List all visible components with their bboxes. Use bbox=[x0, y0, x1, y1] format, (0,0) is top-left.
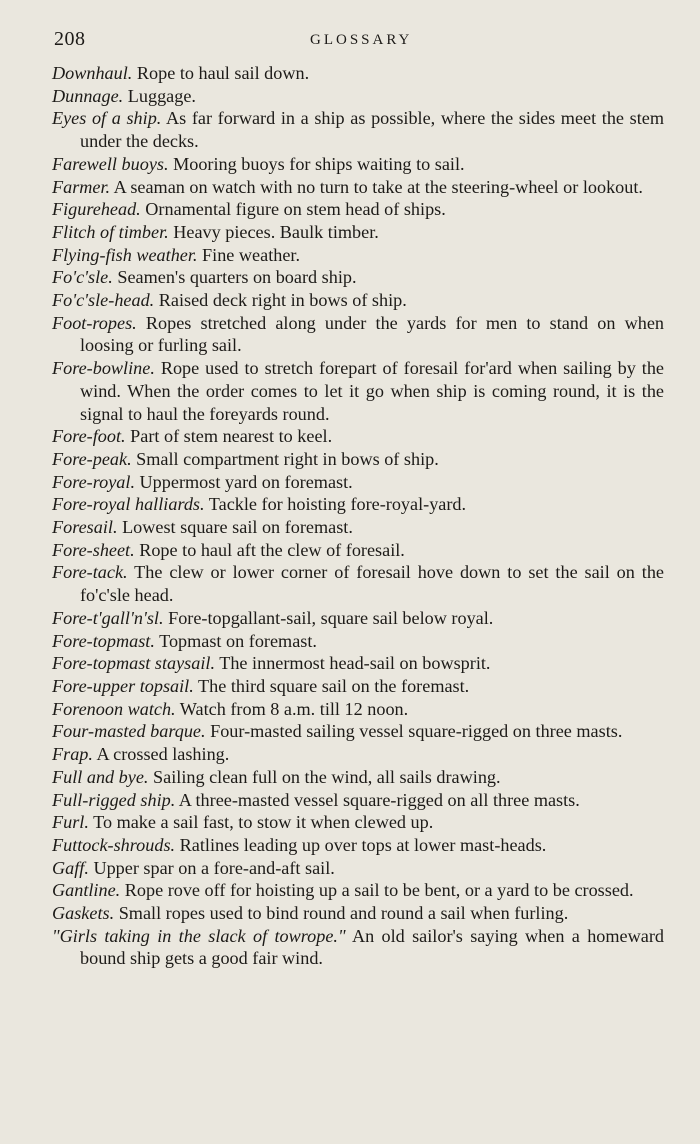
glossary-definition: Small compartment right in bows of ship. bbox=[131, 448, 439, 469]
glossary-definition: A seaman on watch with no turn to take at the steering-wheel or lookout. bbox=[110, 176, 643, 197]
glossary-term: Fore-sheet. bbox=[52, 539, 135, 560]
glossary-entry bbox=[52, 153, 664, 176]
glossary-definition: A three-masted vessel square-rigged on all three masts. bbox=[175, 789, 580, 810]
glossary-definition: Raised deck right in bows of ship. bbox=[154, 290, 407, 311]
glossary-definition: The third square sail on the foremast. bbox=[193, 675, 470, 696]
glossary-entry bbox=[52, 925, 664, 970]
glossary-entry bbox=[52, 221, 664, 244]
glossary-entry bbox=[52, 425, 664, 448]
glossary-entry bbox=[52, 789, 664, 812]
glossary-term: Fore-foot. bbox=[52, 426, 126, 447]
glossary-definition: Rope to haul sail down. bbox=[132, 63, 310, 83]
glossary-definition: Sailing clean full on the wind, all sails drawing. bbox=[148, 766, 501, 787]
glossary-entry bbox=[52, 811, 664, 834]
glossary-definition: Seamen's quarters on board ship. bbox=[112, 267, 357, 288]
glossary-entries bbox=[52, 62, 664, 970]
glossary-definition: To make a sail fast, to stow it when clewed up. bbox=[88, 812, 434, 833]
glossary-definition: Fore-topgallant-sail, square sail below royal. bbox=[163, 607, 494, 628]
glossary-term: Figurehead. bbox=[52, 199, 141, 220]
glossary-term: Fore-topmast. bbox=[52, 630, 155, 651]
glossary-term: Furl. bbox=[52, 812, 89, 833]
glossary-entry bbox=[52, 448, 664, 471]
glossary-term: Farewell buoys. bbox=[52, 153, 169, 174]
glossary-definition: Fine weather. bbox=[197, 244, 301, 265]
glossary-term: Foresail. bbox=[52, 517, 118, 538]
glossary-entry bbox=[52, 539, 664, 562]
glossary-entry bbox=[52, 289, 664, 312]
glossary-term: Forenoon watch. bbox=[52, 698, 176, 719]
page-header bbox=[52, 24, 664, 54]
glossary-term: Fore-bowline. bbox=[52, 358, 155, 379]
glossary-term: Fore-topmast staysail. bbox=[52, 653, 216, 674]
glossary-term: Fore-upper topsail. bbox=[52, 675, 194, 696]
glossary-entry bbox=[52, 652, 664, 675]
glossary-term: Foot-ropes. bbox=[52, 312, 137, 333]
glossary-definition: Luggage. bbox=[123, 85, 196, 106]
glossary-entry bbox=[52, 107, 664, 152]
glossary-entry bbox=[52, 85, 664, 108]
glossary-entry bbox=[52, 312, 664, 357]
glossary-term: Fore-t'gall'n'sl. bbox=[52, 607, 164, 628]
glossary-entry bbox=[52, 198, 664, 221]
glossary-term: Fore-royal. bbox=[52, 471, 135, 492]
glossary-term: "Girls taking in the slack of towrope." bbox=[52, 925, 346, 946]
glossary-term: Dunnage. bbox=[52, 85, 124, 106]
glossary-definition: Rope rove off for hoisting up a sail to be bent, or a yard to be crossed. bbox=[120, 880, 634, 901]
glossary-entry bbox=[52, 176, 664, 199]
glossary-entry bbox=[52, 357, 664, 425]
glossary-definition: As far forward in a ship as possible, where the sides meet the stem under the decks. bbox=[80, 108, 664, 152]
glossary-term: Fore-royal halliards. bbox=[52, 494, 205, 515]
glossary-definition: A crossed lashing. bbox=[92, 744, 230, 765]
glossary-entry bbox=[52, 698, 664, 721]
glossary-term: Fore-tack. bbox=[52, 562, 128, 583]
glossary-term: Gaff. bbox=[52, 857, 89, 878]
glossary-definition: Heavy pieces. Baulk timber. bbox=[168, 221, 379, 242]
glossary-term: Futtock-shrouds. bbox=[52, 834, 176, 855]
glossary-term: Full and bye. bbox=[52, 766, 149, 787]
glossary-entry bbox=[52, 857, 664, 880]
glossary-definition: Uppermost yard on foremast. bbox=[135, 471, 353, 492]
glossary-definition: Topmast on foremast. bbox=[154, 630, 317, 651]
glossary-entry bbox=[52, 834, 664, 857]
glossary-term: Gantline. bbox=[52, 880, 121, 901]
glossary-definition: Ratlines leading up over tops at lower mast-heads. bbox=[175, 834, 547, 855]
glossary-entry bbox=[52, 561, 664, 606]
glossary-definition: Four-masted sailing vessel square-rigged on three masts. bbox=[205, 721, 623, 742]
glossary-entry bbox=[52, 630, 664, 653]
running-head: GLOSSARY bbox=[310, 32, 413, 48]
glossary-term: Four-masted barque. bbox=[52, 721, 206, 742]
glossary-definition: An old sailor's saying when a homeward bound ship gets a good fair wind. bbox=[80, 925, 664, 969]
glossary-term: Flying-fish weather. bbox=[52, 244, 198, 265]
glossary-term: Eyes of a ship. bbox=[52, 108, 162, 129]
glossary-definition: Mooring buoys for ships waiting to sail. bbox=[168, 153, 465, 174]
glossary-term: Fo'c'sle-head. bbox=[52, 290, 155, 311]
glossary-definition: Rope to haul aft the clew of foresail. bbox=[134, 539, 405, 560]
glossary-term: Gaskets. bbox=[52, 903, 115, 924]
glossary-entry bbox=[52, 879, 664, 902]
glossary-term: Full-rigged ship. bbox=[52, 789, 176, 810]
glossary-definition: Tackle for hoisting fore-royal-yard. bbox=[204, 494, 467, 515]
glossary-definition: The clew or lower corner of foresail hove down to set the sail on the fo'c'sle head. bbox=[80, 562, 664, 606]
glossary-definition: Ornamental figure on stem head of ships. bbox=[140, 199, 446, 220]
page-number: 208 bbox=[54, 28, 86, 50]
glossary-entry bbox=[52, 720, 664, 743]
glossary-entry bbox=[52, 266, 664, 289]
glossary-definition: The innermost head-sail on bowsprit. bbox=[215, 653, 491, 674]
glossary-entry bbox=[52, 743, 664, 766]
glossary-definition: Ropes stretched along under the yards for men to stand on when loosing or furling sail. bbox=[80, 312, 664, 356]
glossary-definition: Watch from 8 a.m. till 12 noon. bbox=[175, 698, 409, 719]
glossary-entry bbox=[52, 902, 664, 925]
glossary-definition: Part of stem nearest to keel. bbox=[125, 426, 333, 447]
glossary-term: Frap. bbox=[52, 744, 93, 765]
glossary-definition: Small ropes used to bind round and round a sail when furling. bbox=[114, 903, 569, 924]
glossary-definition: Upper spar on a fore-and-aft sail. bbox=[88, 857, 335, 878]
glossary-entry bbox=[52, 607, 664, 630]
glossary-entry bbox=[52, 766, 664, 789]
glossary-term: Downhaul. bbox=[52, 63, 133, 83]
glossary-entry bbox=[52, 675, 664, 698]
glossary-term: Fore-peak. bbox=[52, 448, 132, 469]
glossary-term: Fo'c'sle. bbox=[52, 267, 113, 288]
glossary-entry bbox=[52, 62, 664, 85]
glossary-term: Flitch of timber. bbox=[52, 221, 169, 242]
glossary-entry bbox=[52, 471, 664, 494]
glossary-entry bbox=[52, 493, 664, 516]
glossary-definition: Lowest square sail on foremast. bbox=[117, 517, 353, 538]
glossary-entry bbox=[52, 244, 664, 267]
glossary-term: Farmer. bbox=[52, 176, 111, 197]
glossary-definition: Rope used to stretch forepart of foresail for'ard when sailing by the wind. When the order comes to let it go when ship is coming round, it is the signal to haul the foreyards round. bbox=[80, 358, 664, 424]
glossary-entry bbox=[52, 516, 664, 539]
